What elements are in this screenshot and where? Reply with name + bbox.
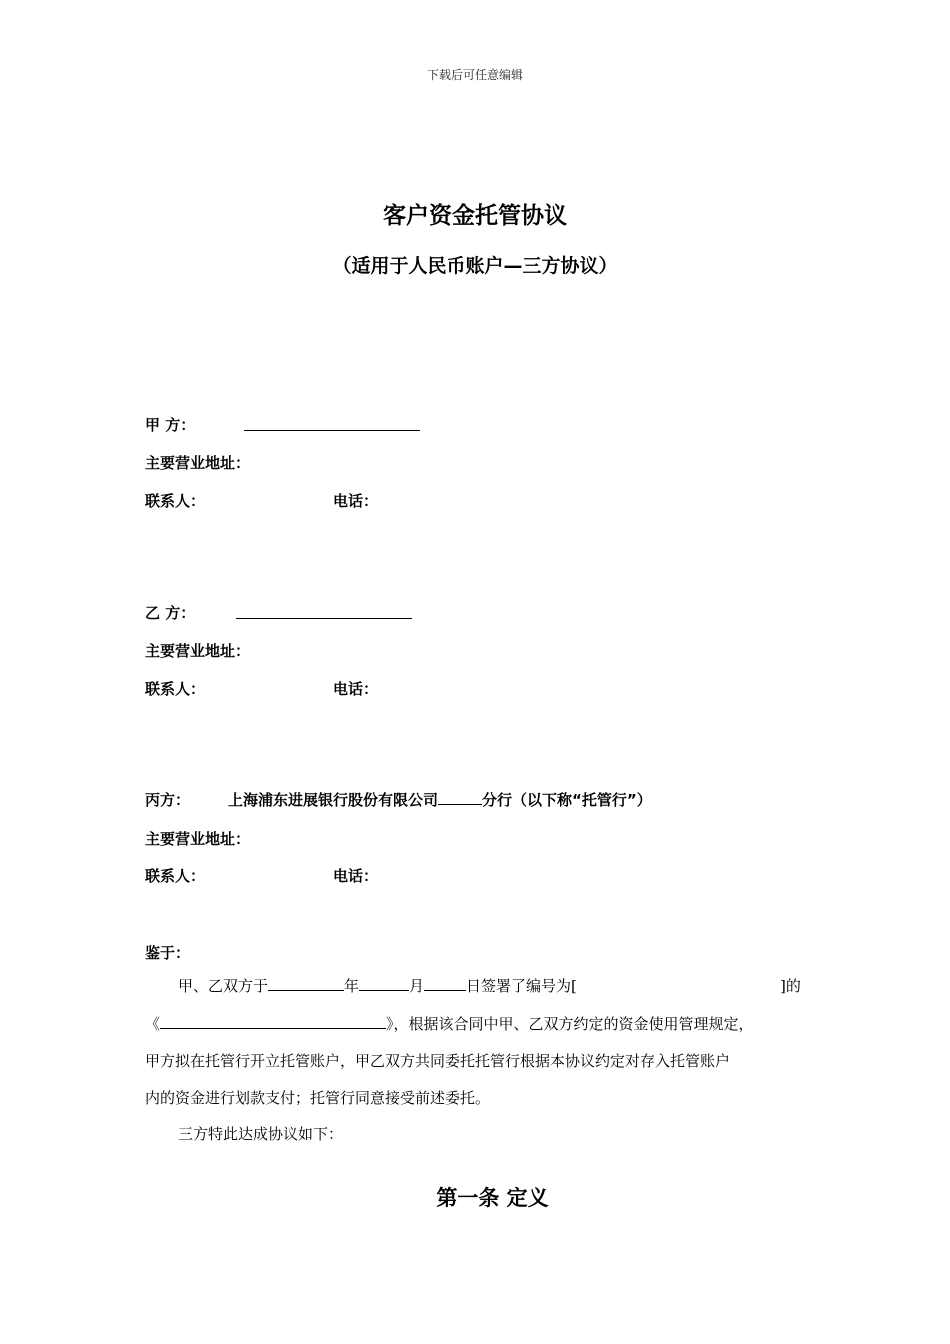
party-b-name-blank xyxy=(236,618,412,619)
section-1-title: 第一条 定义 xyxy=(436,1185,549,1210)
document-subtitle: （适用于人民币账户—三方协议） xyxy=(332,255,618,277)
whereas-text: 》，根据该合同中甲、乙双方约定的资金使用管理规定， xyxy=(386,1015,754,1033)
day-label: 日签署了编号为[ xyxy=(466,977,577,995)
day-blank xyxy=(424,976,466,991)
party-c-contact-label: 联系人： xyxy=(145,867,206,885)
party-a-phone-label: 电话： xyxy=(333,492,379,510)
party-b-contact-label: 联系人： xyxy=(145,680,206,698)
whereas-label: 鉴于： xyxy=(145,944,191,962)
party-c-bank xyxy=(228,789,652,810)
party-b-label: 乙 方： xyxy=(145,604,196,622)
month-blank xyxy=(359,976,409,991)
year-label: 年 xyxy=(344,977,360,995)
party-c-address-label: 主要营业地址： xyxy=(145,830,251,848)
party-c-bank-name: 上海浦东进展银行股份有限公司 xyxy=(228,791,439,809)
whereas-line-1 xyxy=(178,975,577,996)
whereas-line-3: 甲方拟在托管行开立托管账户，甲乙双方共同委托托管行根据本协议约定对存入托管账户 xyxy=(145,1052,731,1070)
contract-name-blank xyxy=(160,1014,386,1029)
party-a-label: 甲 方： xyxy=(145,416,196,434)
whereas-text: 《 xyxy=(145,1015,161,1033)
whereas-line-4: 内的资金进行划款支付；托管行同意接受前述委托。 xyxy=(145,1089,491,1107)
contract-number-bracket-end: ]的 xyxy=(780,977,801,995)
party-a-address-label: 主要营业地址： xyxy=(145,454,251,472)
header-note: 下载后可任意编辑 xyxy=(426,68,523,82)
party-a-contact-label: 联系人： xyxy=(145,492,206,510)
month-label: 月 xyxy=(409,977,425,995)
branch-blank xyxy=(438,790,482,805)
document-title: 客户资金托管协议 xyxy=(383,203,567,229)
whereas-line-2 xyxy=(145,1013,754,1034)
year-blank xyxy=(268,976,344,991)
party-a-name-blank xyxy=(244,430,420,431)
party-b-address-label: 主要营业地址： xyxy=(145,642,251,660)
agreement-statement: 三方特此达成协议如下： xyxy=(178,1125,344,1143)
party-c-label: 丙方： xyxy=(145,791,191,809)
whereas-text: 甲、乙双方于 xyxy=(178,977,269,995)
party-b-phone-label: 电话： xyxy=(333,680,379,698)
party-c-bank-suffix: 分行（以下称“托管行”） xyxy=(482,791,652,809)
party-c-phone-label: 电话： xyxy=(333,867,379,885)
